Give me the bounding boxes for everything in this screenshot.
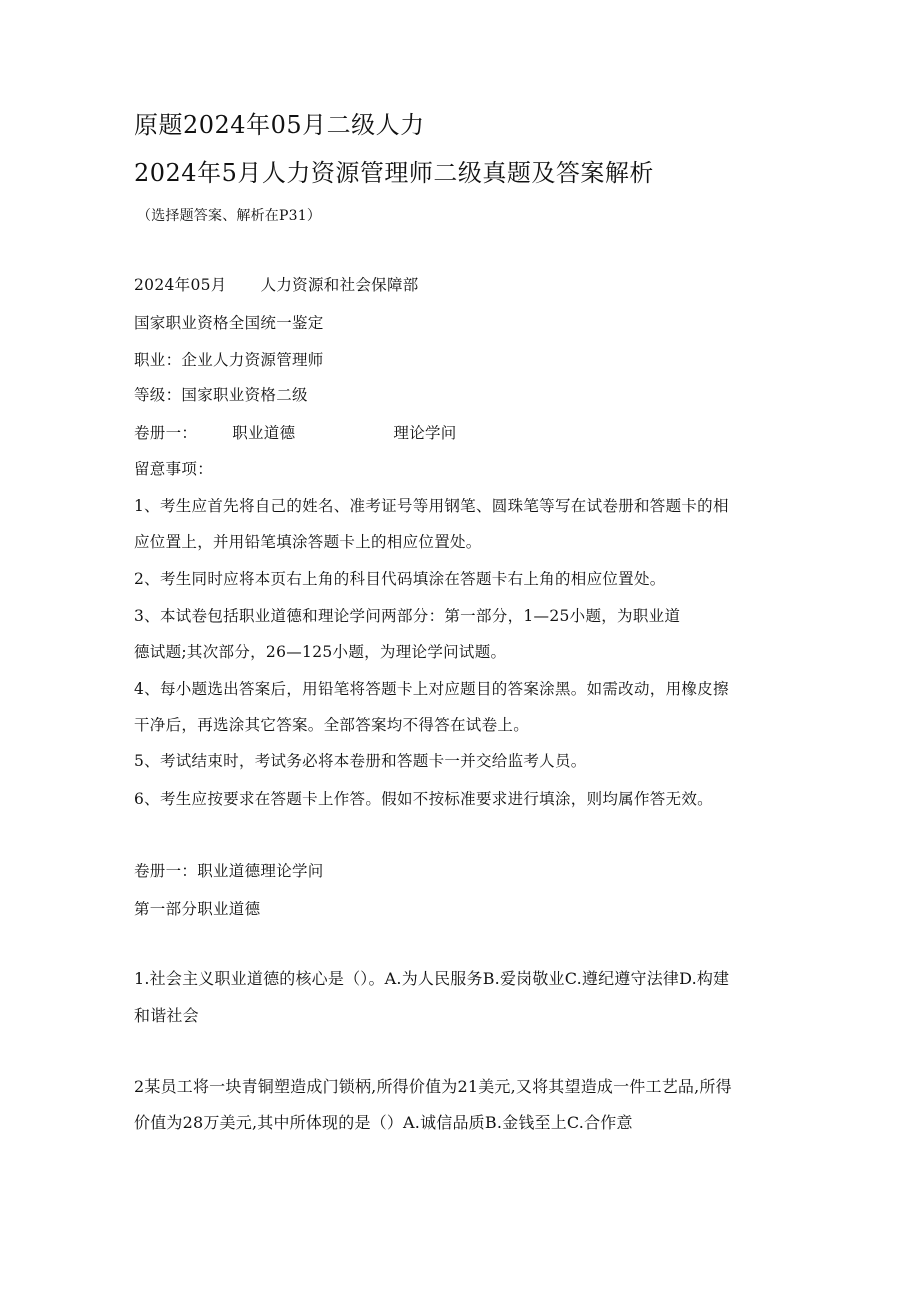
note-3-line-1: 3、本试卷包括职业道德和理论学问两部分：第一部分，1—25小题，为职业道 [134,607,681,625]
exam-occupation: 职业：企业人力资源管理师 [134,351,324,369]
note-5-line-1: 5、考试结束时，考试务必将本卷册和答题卡一并交给监考人员。 [134,752,587,770]
document-subtitle: （选择题答案、解析在P31） [137,208,322,224]
note-3-line-2: 德试题;其次部分，26—125小题，为理论学问试题。 [134,643,507,661]
volume-subject-1: 职业道德 [232,424,296,442]
document-title-line-2: 2024年5月人力资源管理师二级真题及答案解析 [134,159,654,187]
exam-level: 等级：国家职业资格二级 [134,386,308,404]
exam-date: 2024年05月 [134,276,227,294]
note-6-line-1: 6、考生应按要求在答题卡上作答。假如不按标准要求进行填涂，则均属作答无效。 [134,790,713,808]
exam-name: 国家职业资格全国统一鉴定 [134,314,324,332]
note-4-line-2: 干净后，再选涂其它答案。全部答案均不得答在试卷上。 [134,716,530,734]
question-2-line-1: 2某员工将一块青铜塑造成门锁柄,所得价值为21美元,又将其望造成一件工艺品,所得 [134,1077,732,1096]
exam-volume-row [134,423,457,443]
document-title-line-1: 原题2024年05月二级人力 [134,111,425,139]
note-4-line-1: 4、每小题选出答案后，用铅笔将答题卡上对应题目的答案涂黑。如需改动，用橡皮擦 [134,680,729,698]
question-1-line-2: 和谐社会 [134,1006,199,1025]
exam-agency: 人力资源和社会保障部 [260,276,419,294]
question-2-line-2: 价值为28万美元,其中所体现的是（）A.诚信品质B.金钱至上C.合作意 [134,1113,633,1132]
volume-label: 卷册一： [134,424,198,442]
notice-title: 留意事项： [134,460,214,478]
exam-header-row [134,275,419,295]
question-1-line-1: 1.社会主义职业道德的核心是（）。A.为人民服务B.爱岗敬业C.遵纪遵守法律D.构建 [134,969,730,988]
note-1-line-2: 应位置上，并用铅笔填涂答题卡上的相应位置处。 [134,533,482,551]
volume-subject-2: 理论学问 [393,424,457,442]
note-2-line-1: 2、考生同时应将本页右上角的科目代码填涂在答题卡右上角的相应位置处。 [134,570,666,588]
note-1-line-1: 1、考生应首先将自己的姓名、准考证号等用钢笔、圆珠笔等写在试卷册和答题卡的相 [134,497,729,515]
section-label-1: 卷册一：职业道德理论学问 [134,862,324,880]
section-label-2: 第一部分职业道德 [134,900,261,918]
